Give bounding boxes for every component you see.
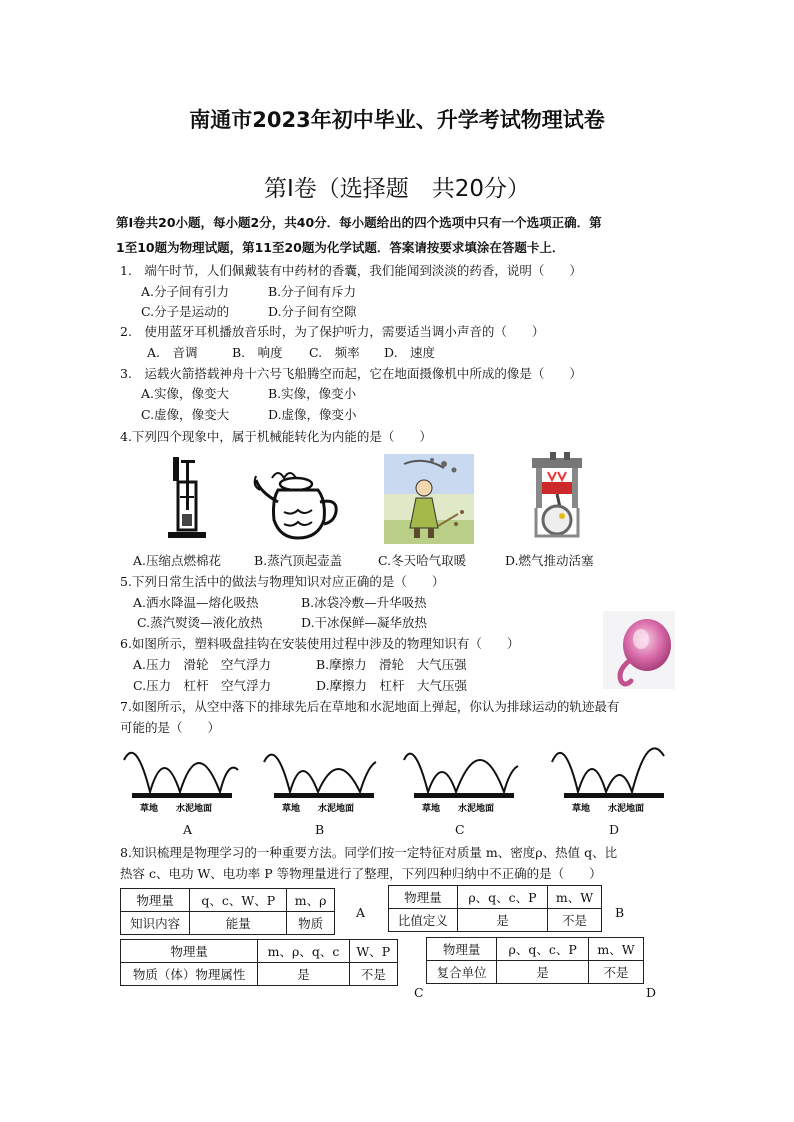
q1-option-d[interactable]: D.分子间有空隙	[268, 304, 357, 319]
trajectory-diagram-b	[260, 740, 385, 816]
q1-option-b[interactable]: B.分子间有斥力	[268, 284, 357, 299]
q5-option-d[interactable]: D.干冰保鲜—凝华放热	[301, 615, 428, 630]
steam-kettle-image	[250, 460, 342, 544]
q6-option-d[interactable]: D.摩擦力 杠杆 大气压强	[316, 678, 468, 693]
trajectory-diagram-a	[120, 740, 245, 816]
q8-option-d[interactable]: D	[646, 985, 657, 1000]
q8-option-b[interactable]: B	[615, 905, 625, 920]
exam-title: 南通市2023年初中毕业、升学考试物理试卷	[189, 108, 605, 132]
q7-stem-line-1: 7.如图所示，从空中落下的排球先后在草地和水泥地面上弹起，你认为排球运动的轨迹最有	[120, 699, 620, 714]
q4-option-a[interactable]: A.压缩点燃棉花	[133, 553, 222, 568]
air-compression-device-image	[160, 452, 210, 544]
q8-stem-line-2: 热容 c、电功 W、电功率 P 等物理量进行了整理，下列四种归纳中不正确的是（ ）	[120, 866, 602, 881]
gas-engine-piston-image	[526, 450, 588, 542]
q8-option-a[interactable]: A	[356, 905, 366, 920]
table-cell: 物理量	[427, 938, 497, 961]
suction-cup-hook-image	[603, 611, 675, 689]
table-row	[121, 963, 398, 986]
q2-stem: 2. 使用蓝牙耳机播放音乐时，为了保护听力，需要适当调小声音的（ ）	[120, 324, 545, 339]
instructions-line-2: 1至10题为物理试题，第11至20题为化学试题．答案请按要求填涂在答题卡上．	[116, 240, 565, 255]
table-cell: 物理量	[121, 889, 190, 912]
grass-label-b: 草地	[282, 804, 301, 814]
table-cell: m、ρ	[287, 889, 335, 912]
grass-label-d: 草地	[572, 804, 591, 814]
table-cell: 是	[258, 963, 349, 986]
table-row	[389, 909, 602, 932]
q6-stem: 6.如图所示，塑料吸盘挂钩在安装使用过程中涉及的物理知识有（ ）	[120, 636, 520, 651]
q8-table-d	[426, 937, 644, 984]
cement-label-d: 水泥地面	[608, 804, 645, 814]
table-cell: ρ、q、c、P	[497, 938, 589, 961]
table-cell: 知识内容	[121, 912, 190, 935]
q4-stem: 4.下列四个现象中，属于机械能转化为内能的是（ ）	[120, 429, 432, 444]
q6-option-b[interactable]: B.摩擦力 滑轮 大气压强	[316, 657, 467, 672]
table-cell: 不是	[548, 909, 602, 932]
q3-option-d[interactable]: D.虚像，像变小	[268, 407, 357, 422]
table-cell: m、ρ、q、c	[258, 940, 349, 963]
q3-stem: 3. 运载火箭搭载神舟十六号飞船腾空而起，它在地面摄像机中所成的像是（ ）	[120, 366, 582, 381]
q8-table-b	[388, 885, 602, 932]
q4-option-d[interactable]: D.燃气推动活塞	[505, 553, 594, 568]
q7-option-c[interactable]: C	[455, 822, 465, 837]
q2-option-c[interactable]: C. 频率	[309, 345, 360, 360]
q2-option-d[interactable]: D. 速度	[384, 345, 436, 360]
section-title: 第Ⅰ卷（选择题 共20分）	[263, 176, 531, 202]
q4-option-c[interactable]: C.冬天哈气取暖	[378, 553, 467, 568]
q7-option-a[interactable]: A	[183, 822, 193, 837]
trajectory-diagram-d	[548, 738, 673, 816]
table-row	[121, 940, 398, 963]
table-cell: 比值定义	[389, 909, 458, 932]
q6-option-c[interactable]: C.压力 杠杆 空气浮力	[133, 678, 272, 693]
table-cell: 物理量	[121, 940, 258, 963]
grass-label-c: 草地	[422, 804, 441, 814]
q3-option-a[interactable]: A.实像，像变大	[141, 386, 230, 401]
table-row	[427, 961, 644, 984]
table-cell: 物理量	[389, 886, 458, 909]
table-cell: 复合单位	[427, 961, 497, 984]
q1-option-c[interactable]: C.分子是运动的	[141, 304, 230, 319]
table-cell: 物质（体）物理属性	[121, 963, 258, 986]
table-cell: ρ、q、c、P	[457, 886, 547, 909]
cement-label-c: 水泥地面	[458, 804, 495, 814]
q7-option-b[interactable]: B	[315, 822, 325, 837]
table-cell: 不是	[589, 961, 644, 984]
q2-option-a[interactable]: A. 音调	[147, 345, 198, 360]
table-cell: 是	[457, 909, 547, 932]
q1-stem: 1. 端午时节，人们佩戴装有中药材的香囊，我们能闻到淡淡的药香，说明（ ）	[120, 263, 582, 278]
table-cell: W、P	[349, 940, 397, 963]
q5-option-a[interactable]: A.洒水降温—熔化吸热	[133, 595, 259, 610]
table-cell: 不是	[349, 963, 397, 986]
table-cell: m、W	[548, 886, 602, 909]
table-cell: m、W	[589, 938, 644, 961]
q8-table-a	[120, 888, 335, 935]
q8-stem-line-1: 8.知识梳理是物理学习的一种重要方法。同学们按一定特征对质量 m、密度ρ、热值 q、比	[120, 845, 618, 860]
table-cell: 物质	[287, 912, 335, 935]
cement-label-a: 水泥地面	[176, 804, 213, 814]
q5-option-b[interactable]: B.冰袋冷敷—升华吸热	[301, 595, 427, 610]
q3-option-b[interactable]: B.实像，像变小	[268, 386, 357, 401]
q7-stem-line-2: 可能的是（ ）	[120, 720, 221, 735]
q3-option-c[interactable]: C.虚像，像变大	[141, 407, 230, 422]
q6-option-a[interactable]: A.压力 滑轮 空气浮力	[133, 657, 272, 672]
q1-option-a[interactable]: A.分子间有引力	[141, 284, 230, 299]
cement-label-b: 水泥地面	[318, 804, 355, 814]
q8-option-c[interactable]: C	[414, 985, 424, 1000]
table-row	[389, 886, 602, 909]
table-cell: 能量	[190, 912, 287, 935]
trajectory-diagram-c	[400, 738, 525, 816]
q5-option-c[interactable]: C.蒸汽熨烫—液化放热	[137, 615, 263, 630]
grass-label-a: 草地	[140, 804, 159, 814]
q8-table-c	[120, 939, 398, 986]
q7-option-d[interactable]: D	[609, 822, 620, 837]
table-row	[121, 889, 335, 912]
table-row	[427, 938, 644, 961]
table-row	[121, 912, 335, 935]
q4-option-b[interactable]: B.蒸汽顶起壶盖	[254, 553, 343, 568]
q5-stem: 5.下列日常生活中的做法与物理知识对应正确的是（ ）	[120, 574, 445, 589]
winter-breath-image	[384, 454, 474, 544]
instructions-line-1: 第Ⅰ卷共20小题，每小题2分，共40分．每小题给出的四个选项中只有一个选项正确．第	[116, 215, 602, 230]
table-cell: 是	[497, 961, 589, 984]
q2-option-b[interactable]: B. 响度	[232, 345, 283, 360]
table-cell: q、c、W、P	[190, 889, 287, 912]
